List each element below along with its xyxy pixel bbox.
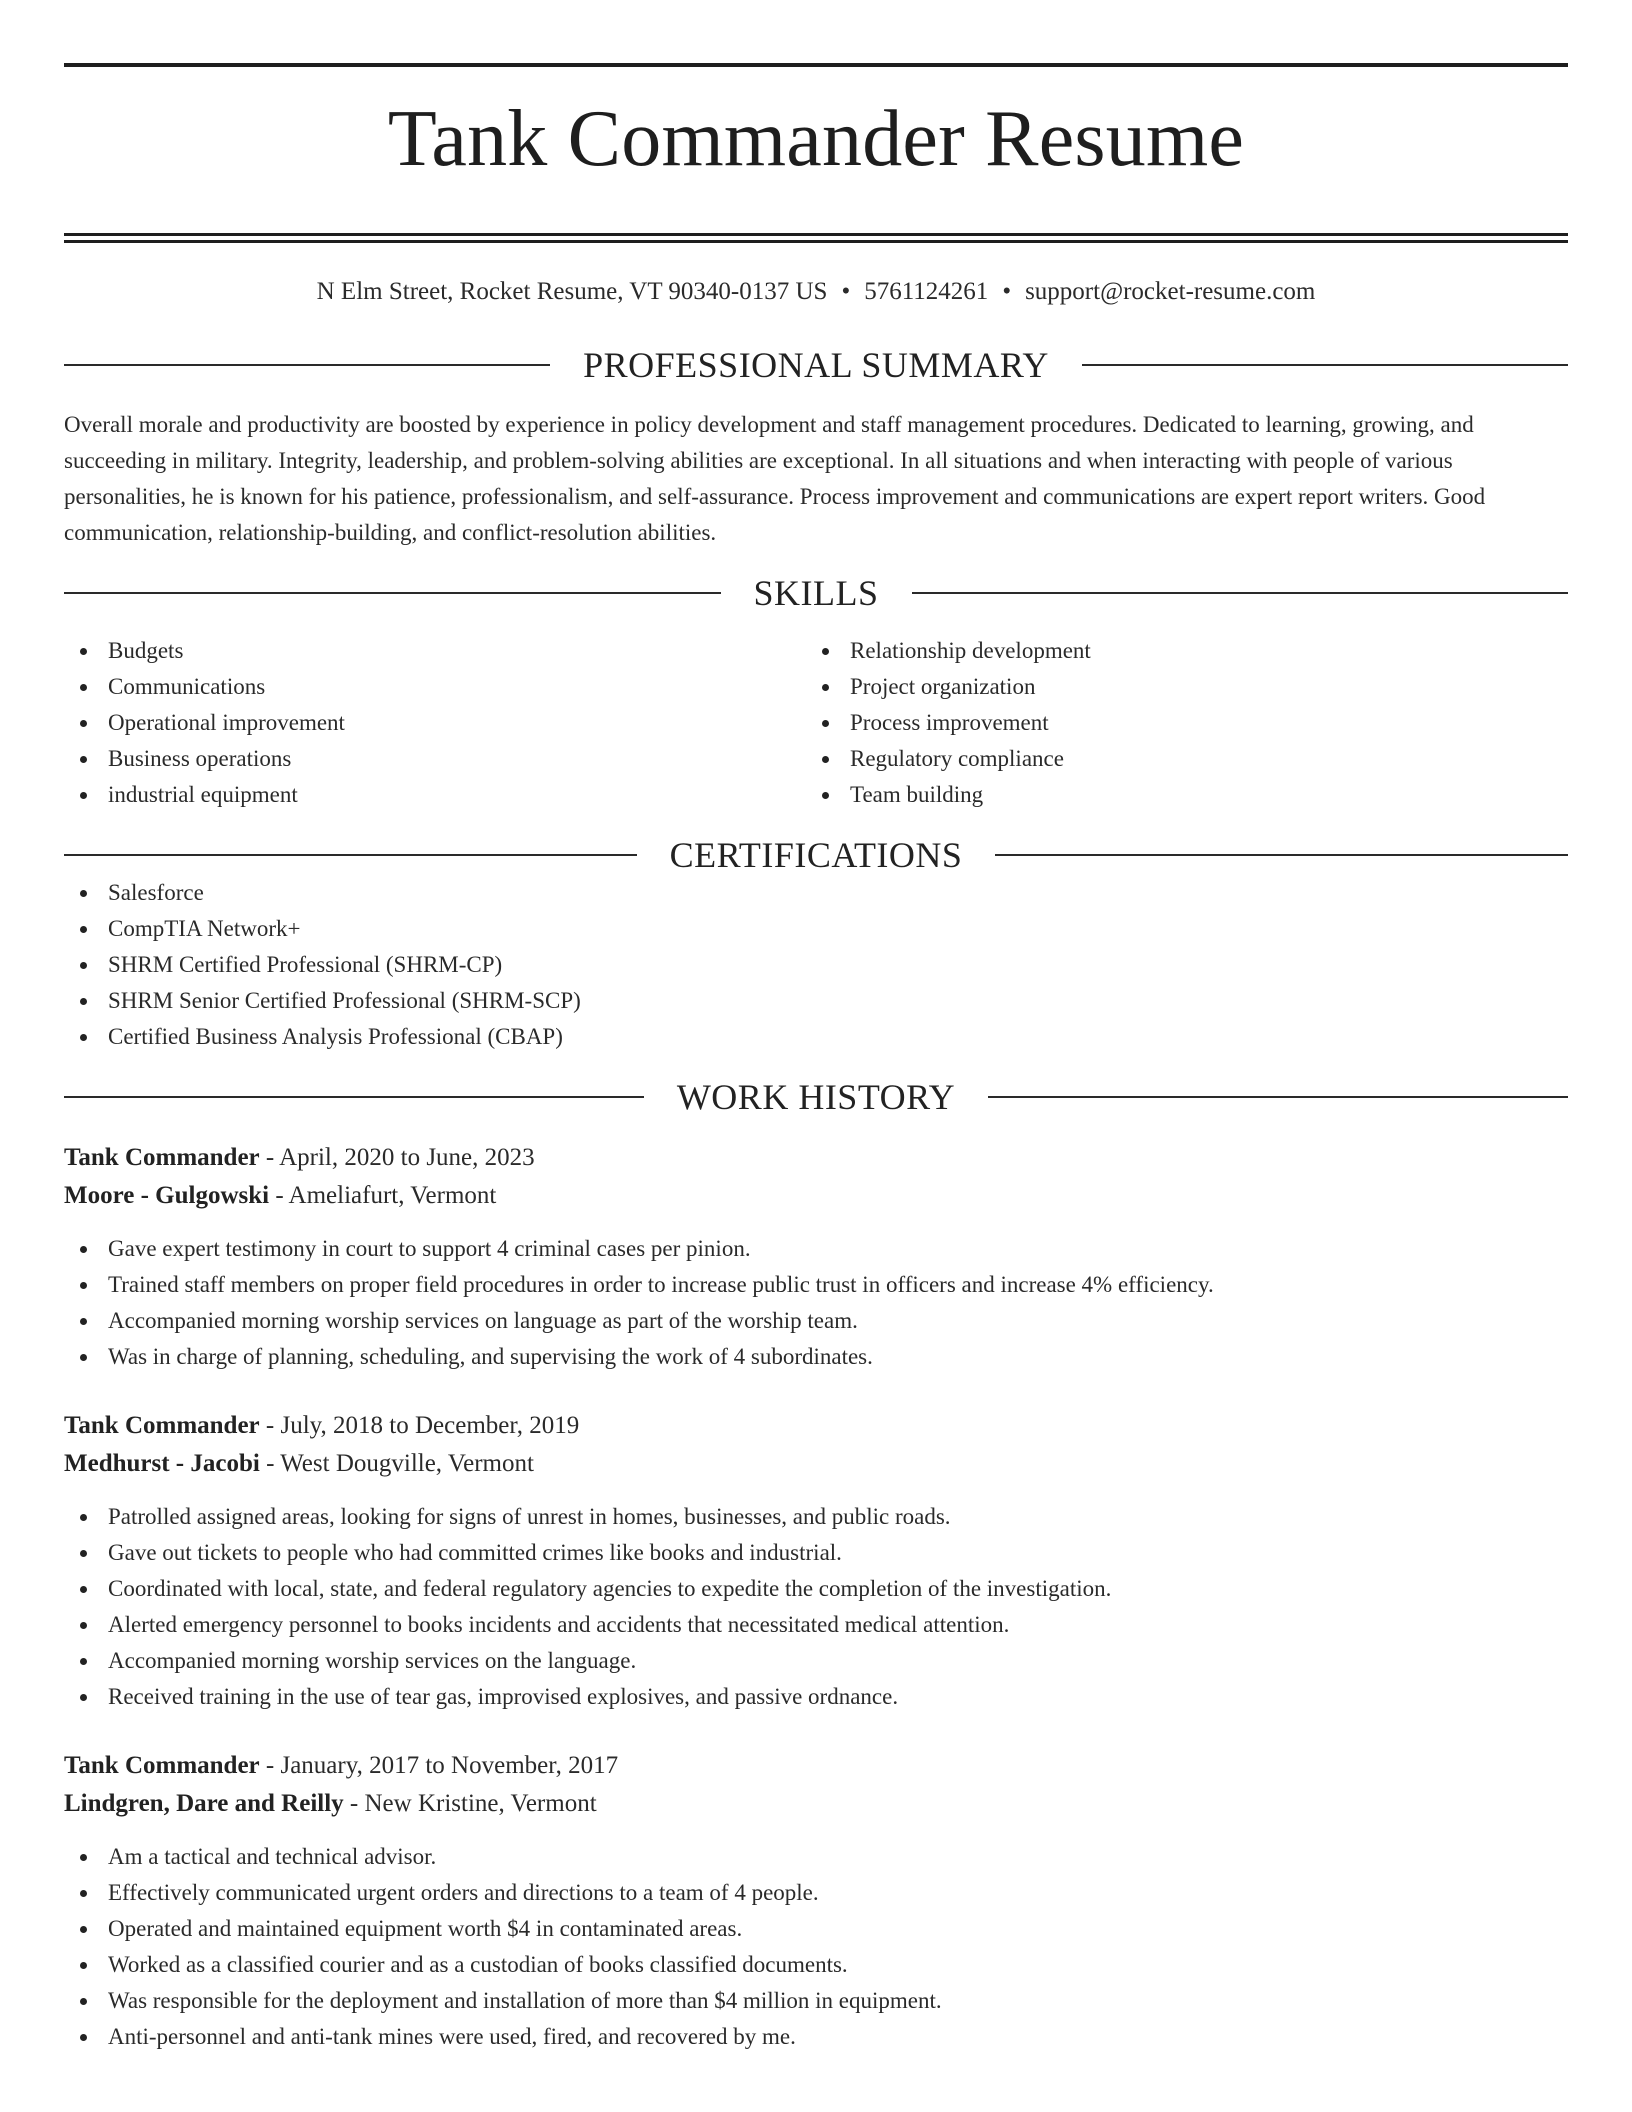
job-duty-item: Operated and maintained equipment worth $4 in contaminated areas.: [64, 1911, 1568, 1947]
skill-item: industrial equipment: [64, 777, 806, 813]
section-title: SKILLS: [753, 572, 879, 613]
job-duty-item: Was in charge of planning, scheduling, and supervising the work of 4 subordinates.: [64, 1339, 1568, 1375]
heading-rule: [64, 1096, 644, 1098]
heading-rule: [988, 1096, 1568, 1098]
heading-rule: [995, 854, 1568, 856]
job-company-line: [64, 1177, 1568, 1215]
job-duty-item: Effectively communicated urgent orders and directions to a team of 4 people.: [64, 1875, 1568, 1911]
contact-separator: •: [841, 277, 851, 305]
job-duty-item: Coordinated with local, state, and federal regulatory agencies to expedite the completion of the investigation.: [64, 1571, 1568, 1607]
job-company: Lindgren, Dare and Reilly: [64, 1789, 344, 1817]
section-title: WORK HISTORY: [676, 1076, 956, 1117]
top-rule: [64, 63, 1568, 67]
job-title-line: [64, 1407, 1568, 1445]
skill-item: Regulatory compliance: [806, 741, 1548, 777]
job-duty-item: Accompanied morning worship services on language as part of the worship team.: [64, 1303, 1568, 1339]
contact-separator: •: [1002, 277, 1012, 305]
job-dates: - July, 2018 to December, 2019: [265, 1411, 580, 1439]
heading-rule: [64, 592, 721, 594]
contact-email: support@rocket-resume.com: [1025, 277, 1316, 305]
job-duty-item: Am a tactical and technical advisor.: [64, 1839, 1568, 1875]
certifications-list: [64, 875, 1568, 1055]
job-title-line: [64, 1139, 1568, 1177]
job-duties-list: [64, 1499, 1568, 1715]
job-title: Tank Commander: [64, 1411, 260, 1439]
skill-item: Process improvement: [806, 705, 1548, 741]
job-company: Medhurst - Jacobi: [64, 1449, 260, 1477]
job-duty-item: Accompanied morning worship services on the language.: [64, 1643, 1568, 1679]
contact-address: N Elm Street, Rocket Resume, VT 90340-0137 US: [316, 277, 828, 305]
certification-item: CompTIA Network+: [64, 911, 1568, 947]
job-duties-list: [64, 1839, 1568, 2055]
skill-item: Team building: [806, 777, 1548, 813]
job-duty-item: Gave expert testimony in court to support 4 criminal cases per pinion.: [64, 1231, 1568, 1267]
certification-item: Salesforce: [64, 875, 1568, 911]
skill-item: Relationship development: [806, 633, 1548, 669]
job-entry: [64, 1747, 1568, 2055]
job-location: - New Kristine, Vermont: [349, 1789, 597, 1817]
job-company-line: [64, 1445, 1568, 1483]
section-heading-skills: [64, 573, 1568, 613]
job-title: Tank Commander: [64, 1751, 260, 1779]
heading-rule: [912, 592, 1569, 594]
job-entry: [64, 1139, 1568, 1375]
heading-rule: [1082, 364, 1568, 366]
job-location: - West Dougville, Vermont: [266, 1449, 534, 1477]
skill-item: Business operations: [64, 741, 806, 777]
skills-list: [64, 633, 1568, 813]
section-heading-work-history: [64, 1077, 1568, 1117]
job-duty-item: Patrolled assigned areas, looking for signs of unrest in homes, businesses, and public roads.: [64, 1499, 1568, 1535]
section-heading-certifications: [64, 835, 1568, 875]
job-duties-list: [64, 1231, 1568, 1375]
job-company: Moore - Gulgowski: [64, 1181, 270, 1209]
job-dates: - January, 2017 to November, 2017: [265, 1751, 619, 1779]
heading-rule: [64, 364, 550, 366]
section-title: CERTIFICATIONS: [669, 834, 963, 875]
job-duty-item: Gave out tickets to people who had committed crimes like books and industrial.: [64, 1535, 1568, 1571]
section-heading-summary: [64, 345, 1568, 385]
skills-column-right: [806, 633, 1548, 813]
job-duty-item: Anti-personnel and anti-tank mines were used, fired, and recovered by me.: [64, 2019, 1568, 2055]
skill-item: Project organization: [806, 669, 1548, 705]
certification-item: Certified Business Analysis Professional (CBAP): [64, 1019, 1568, 1055]
skill-item: Communications: [64, 669, 806, 705]
resume-page: [64, 0, 1568, 2055]
heading-rule: [64, 854, 637, 856]
job-duty-item: Trained staff members on proper field procedures in order to increase public trust in officers and increase 4% efficiency.: [64, 1267, 1568, 1303]
certification-item: SHRM Certified Professional (SHRM-CP): [64, 947, 1568, 983]
job-duty-item: Alerted emergency personnel to books incidents and accidents that necessitated medical attention.: [64, 1607, 1568, 1643]
job-title-line: [64, 1747, 1568, 1785]
work-history-list: [64, 1139, 1568, 2055]
section-title: PROFESSIONAL SUMMARY: [583, 344, 1049, 385]
certification-item: SHRM Senior Certified Professional (SHRM-SCP): [64, 983, 1568, 1019]
job-duty-item: Worked as a classified courier and as a custodian of books classified documents.: [64, 1947, 1568, 1983]
skills-column-left: [64, 633, 806, 813]
skill-item: Budgets: [64, 633, 806, 669]
job-entry: [64, 1407, 1568, 1715]
job-dates: - April, 2020 to June, 2023: [265, 1143, 535, 1171]
contact-phone: 5761124261: [864, 277, 989, 305]
summary-text: Overall morale and productivity are boosted by experience in policy development and staff management procedures. Dedicated to learning, growing, and succeeding in military. Integrity, leadership, and problem-solving abilities are exceptional. In all situations and when interacting with people of various personalities, he is known for his patience, professionalism, and self-assurance. Process improvement and communications are expert report writers. Good communication, relationship-building, and conflict-resolution abilities.: [64, 411, 1486, 545]
job-company-line: [64, 1785, 1568, 1823]
job-title: Tank Commander: [64, 1143, 260, 1171]
job-location: - Ameliafurt, Vermont: [275, 1181, 497, 1209]
contact-line: [64, 277, 1568, 307]
job-duty-item: Was responsible for the deployment and installation of more than $4 million in equipment.: [64, 1983, 1568, 2019]
title-double-rule: [64, 233, 1568, 243]
job-duty-item: Received training in the use of tear gas, improvised explosives, and passive ordnance.: [64, 1679, 1568, 1715]
skill-item: Operational improvement: [64, 705, 806, 741]
resume-title: Tank Commander Resume: [387, 95, 1245, 183]
